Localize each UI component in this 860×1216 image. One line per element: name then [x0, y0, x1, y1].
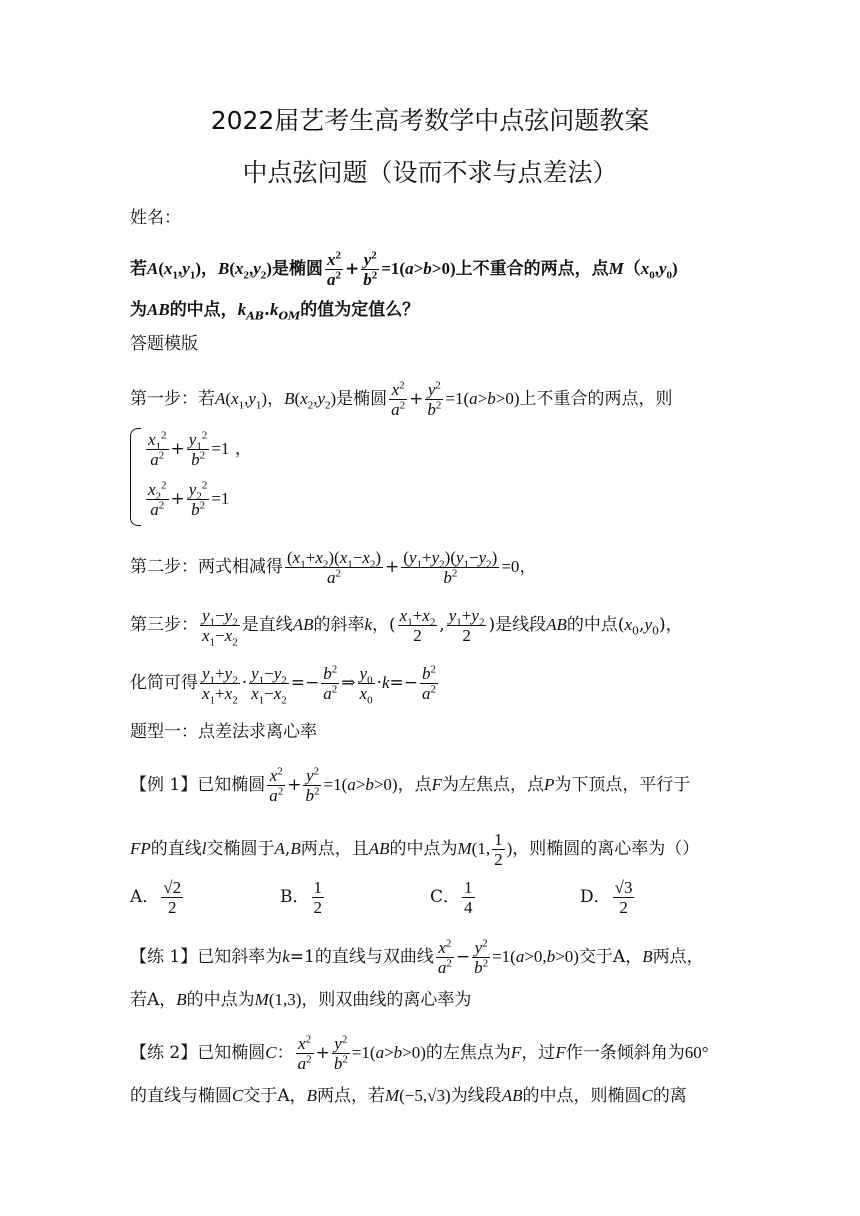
- step3-line: 第三步： $\frac{y_1-y_2}{x_1-x_2}$ 是直线AB的斜率k，( $\frac{x_1+x_2}{2}$ , $\frac{y_1+y_2}{2}$ )是线段AB的中点$(x_0,y_0)$，: [130, 606, 683, 649]
- question-line-1: 若$A(x_1,y_1)$，$B(x_2,y_2)$是椭圆 $\frac{x^2}{a^2}$ + $\frac{y^2}{b^2}$ =1(a>b>0)上不重合的两点，点$M(x_0,y_0)$: [130, 249, 678, 289]
- name-label: 姓名：: [130, 208, 181, 228]
- step2-line: 第二步：两式相减得 $\frac{(x_1+x_2)(x_1-x_2)}{a^2}$ + $\frac{(y_1+y_2)(y_1-y_2)}{b^2}$ =0，: [130, 548, 537, 587]
- step1-line: 第一步：若$A(x_1,y_1)$，$B(x_2,y_2)$是椭圆 $\frac{x^2}{a^2}$ + $\frac{y^2}{b^2}$ =1(a>b>0)上不重合的两点，则: [130, 379, 673, 419]
- system-eq-2: $\frac{x_2^2}{a^2}$ + $\frac{y_2^2}{b^2}$ =1: [148, 479, 230, 519]
- simplify-line: 化简可得 $\frac{y_1+y_2}{x_1+x_2}$ · $\frac{y_1-y_2}{x_1-x_2}$ =− $\frac{b^2}{a^2}$ ⇒ $\frac{y_0}{x_0}$ ·k=− $\frac{b^2}{a^2}$: [130, 663, 437, 707]
- practice1-line-2: 若A，B的中点为M(1,3)，则双曲线的离心率为: [130, 990, 472, 1010]
- example1-line-1: 【例 1】已知椭圆 $\frac{x^2}{a^2}$ + $\frac{y^2}{b^2}$ =1(a>b>0)，点F为左焦点，点P为下顶点，平行于: [130, 765, 691, 805]
- brace-symbol: [130, 428, 141, 526]
- option-c: C． $\frac{1}{4}$: [430, 878, 473, 917]
- option-d: D． $\frac{√3}{2}$: [580, 878, 633, 917]
- practice1-line-1: 【练 1】已知斜率为k=1的直线与双曲线 $\frac{x^2}{a^2}$ − $\frac{y^2}{b^2}$ =1(a>0,b>0)交于A，B两点，: [130, 937, 704, 977]
- practice2-line-1: 【练 2】已知椭圆C： $\frac{x^2}{a^2}$ + $\frac{y^2}{b^2}$ =1(a>b>0)的左焦点为F，过F作一条倾斜角为60°: [130, 1033, 709, 1073]
- example1-line-2: FP的直线l交椭圆于A,B两点，且AB的中点为M(1, $\frac{1}{2}$ )，则椭圆的离心率为（）: [130, 830, 700, 869]
- template-label: 答题模版: [130, 334, 198, 354]
- option-a: A． $\frac{√2}{2}$: [130, 878, 182, 917]
- practice2-line-2: 的直线与椭圆C交于A，B两点，若M(−5,√3)为线段AB的中点，则椭圆C的离: [130, 1086, 687, 1106]
- question-line-2: 为AB的中点，$k_{AB}.k_{OM}$的值为定值么？: [130, 300, 420, 323]
- option-b: B． $\frac{1}{2}$: [280, 878, 322, 917]
- doc-title: 2022届艺考生高考数学中点弦问题教案: [210, 106, 650, 135]
- type1-heading: 题型一：点差法求离心率: [130, 722, 317, 742]
- system-eq-1: $\frac{x_1^2}{a^2}$ + $\frac{y_1^2}{b^2}$ =1 ，: [148, 429, 252, 469]
- doc-subtitle: 中点弦问题（设而不求与点差法）: [242, 158, 618, 187]
